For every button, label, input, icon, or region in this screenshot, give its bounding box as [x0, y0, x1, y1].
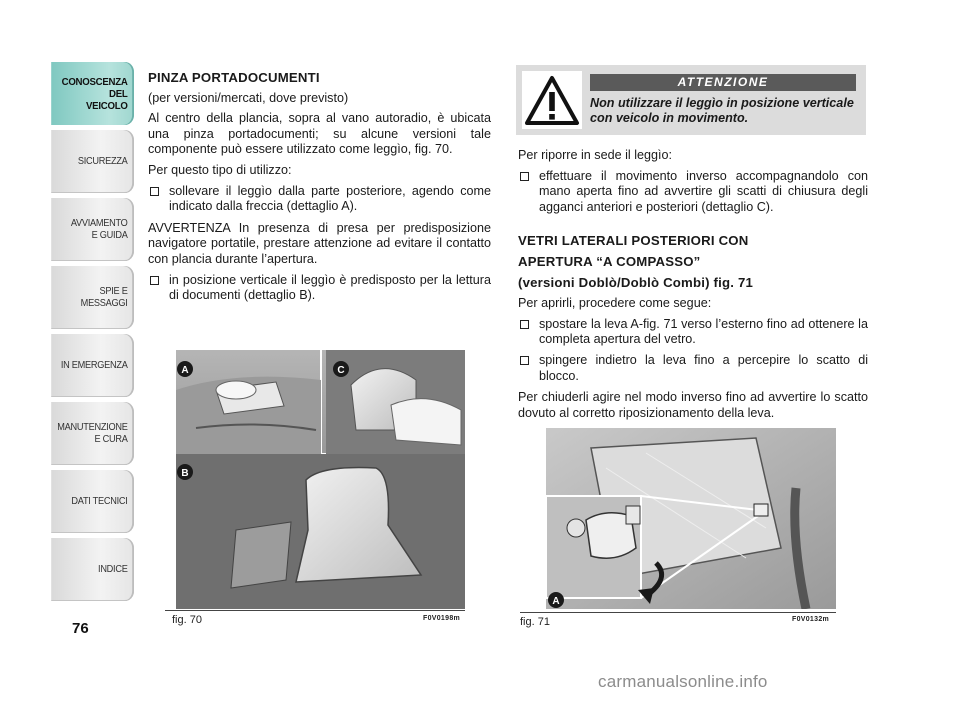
svg-text:A: A: [181, 365, 189, 376]
open-lead: Per aprirli, procedere come segue:: [518, 296, 712, 311]
left-text-column: [148, 70, 491, 310]
watermark-text: carmanualsonline.info: [598, 672, 768, 691]
intro-paragraph: Al centro della plancia, sopra al vano autoradio, è ubicata una pinza portadocumenti; su alcune versioni tale componente può essere utilizzato come leggìo, fig. 70.: [148, 111, 491, 157]
figure-70-code: F0V0198m: [423, 615, 461, 622]
list-item: spostare la leva A-fig. 71 verso l’esterno fino ad ottenere la completa apertura del vetro.: [518, 317, 868, 348]
figure-70-label-c: [333, 361, 349, 377]
figure-70-image: [176, 350, 465, 609]
right-text-column: [518, 148, 868, 426]
section-heading-pinza: PINZA PORTADOCUMENTI: [148, 70, 320, 85]
notice-paragraph: AVVERTENZA In presenza di presa per predisposizione navigatore portatile, prestare attenzione ad evitare il contatto con plancia durante l’apertura.: [148, 220, 491, 266]
tab-avviamento-e-guida[interactable]: AVVIAMENTO E GUIDA: [51, 198, 134, 261]
tab-spie-e-messaggi[interactable]: SPIE E MESSAGGI: [51, 266, 134, 329]
usage-list: [148, 184, 491, 215]
figure-71-label-a: [548, 592, 564, 608]
warning-box: [516, 65, 866, 135]
tab-in-emergenza[interactable]: IN EMERGENZA: [51, 334, 134, 397]
list-item: spingere indietro la leva fino a percepire lo scatto di blocco.: [518, 353, 868, 384]
list-item: in posizione verticale il leggìo è predisposto per la lettura di documenti (dettaglio B).: [148, 273, 491, 304]
chapter-sidebar: [44, 62, 136, 606]
usage-list-2: [148, 273, 491, 304]
warning-triangle-icon: [522, 71, 582, 129]
restore-list: [518, 169, 868, 216]
tab-manutenzione-e-cura[interactable]: MANUTENZIONE E CURA: [51, 402, 134, 465]
usage-lead: Per questo tipo di utilizzo:: [148, 162, 292, 177]
svg-text:C: C: [337, 365, 345, 376]
figure-71-caption: fig. 71: [520, 616, 550, 628]
figure-71-code: F0V0132m: [792, 616, 830, 623]
warning-text: Non utilizzare il leggìo in posizione verticale con veicolo in movimento.: [590, 96, 854, 125]
figure-70-label-a: [177, 361, 193, 377]
list-item: sollevare il leggìo dalla parte posteriore, agendo come indicato dalla freccia (dettaglio A).: [148, 184, 491, 215]
svg-text:A: A: [552, 596, 560, 607]
figure-70-label-b: [177, 464, 193, 480]
figure-70-rule: [165, 610, 465, 611]
restore-lead: Per riporre in sede il leggìo:: [518, 148, 673, 162]
figure-70-caption: fig. 70: [172, 614, 202, 626]
tab-sicurezza[interactable]: SICUREZZA: [51, 130, 134, 193]
figure-71-image: [546, 428, 836, 609]
section-heading-vetri-line2: APERTURA “A COMPASSO”: [518, 253, 701, 269]
close-paragraph: Per chiuderli agire nel modo inverso fino ad avvertire lo scatto dovuto al corretto riposizionamento della leva.: [518, 390, 868, 420]
page-number: 76: [72, 620, 89, 637]
tab-indice[interactable]: INDICE: [51, 538, 134, 601]
section-subheading: (per versioni/mercati, dove previsto): [148, 90, 349, 105]
open-list: [518, 317, 868, 384]
figure-71-rule: [520, 612, 836, 613]
section-heading-vetri-line1: VETRI LATERALI POSTERIORI CON: [518, 233, 749, 249]
tab-dati-tecnici[interactable]: DATI TECNICI: [51, 470, 134, 533]
warning-title: ATTENZIONE: [590, 74, 856, 91]
svg-text:B: B: [181, 468, 189, 479]
section-heading-vetri-line3: (versioni Doblò/Doblò Combi) fig. 71: [518, 274, 754, 290]
list-item: effettuare il movimento inverso accompagnandolo con mano aperta fino ad avvertire gli scatti di chiusura degli agganci anteriori e posteriori (dettaglio C).: [518, 169, 868, 216]
tab-conoscenza-del-veicolo[interactable]: CONOSCENZA DEL VEICOLO: [51, 62, 134, 125]
